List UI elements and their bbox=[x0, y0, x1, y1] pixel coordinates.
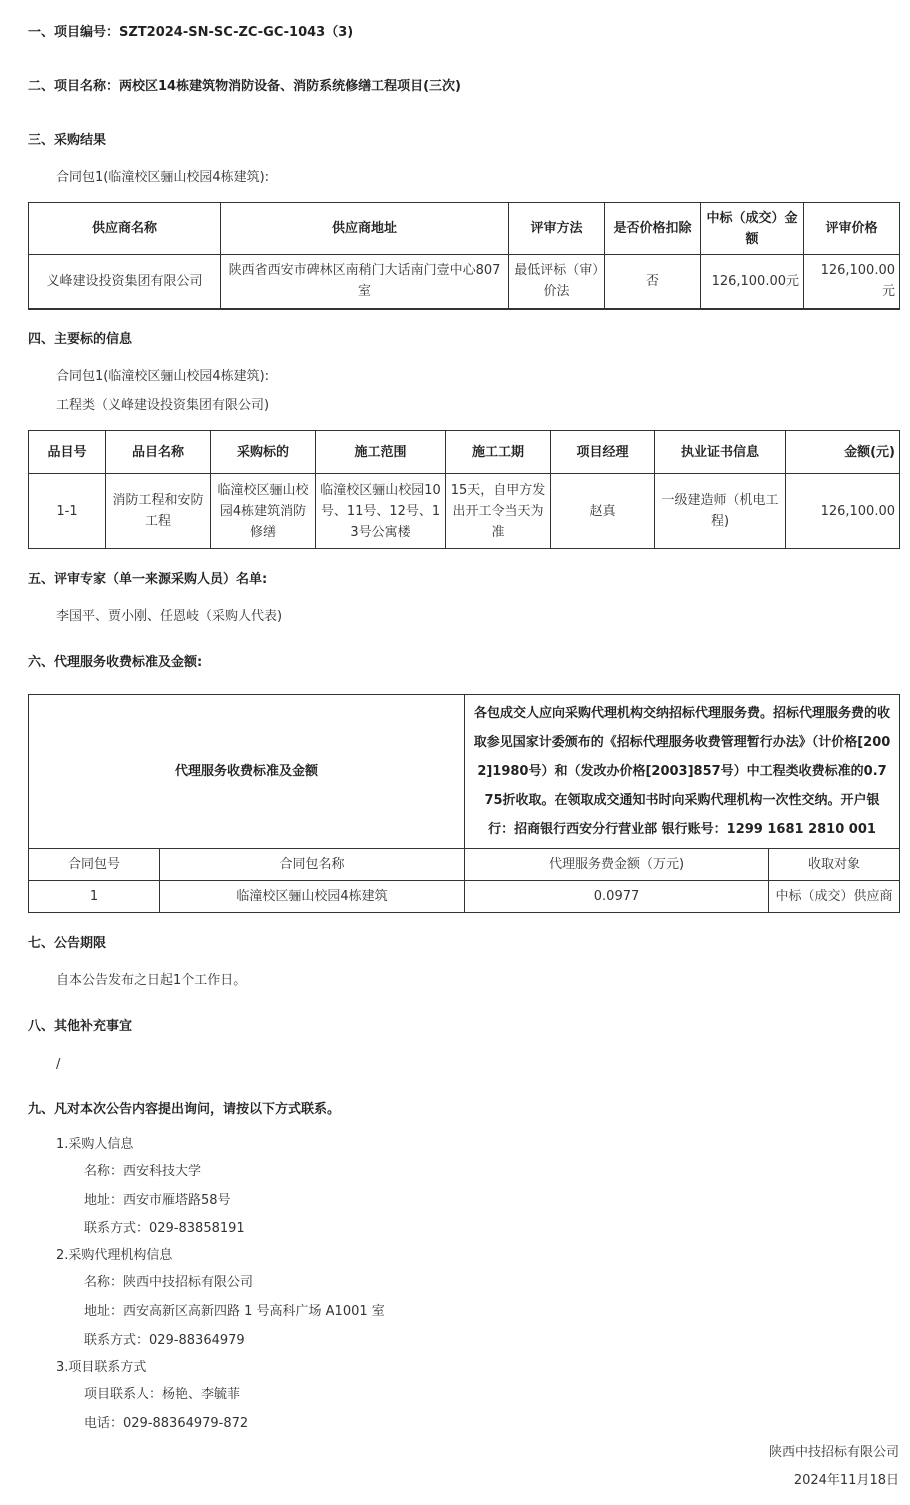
project-number: 一、项目编号：SZT2024-SN-SC-ZC-GC-1043（3) bbox=[28, 25, 354, 40]
result-table bbox=[28, 202, 900, 310]
item-number: 1-1 bbox=[29, 474, 106, 549]
fee-description: 各包成交人应向采购代理机构交纳招标代理服务费。招标代理服务费的收取参见国家计委颁布的《招标代理服务收费管理暂行办法》（计价格[2002]1980号）和（发改办价格[2003]857号）中工程类收费标准的0.775折收取。在领取成交通知书时向采购代理机构一次性交纳。开户银行：招商银行西安分行营业部 银行账号：1299 1681 2810 001 bbox=[465, 695, 900, 849]
fee-payer: 中标（成交）供应商 bbox=[769, 881, 900, 913]
section-title-fee: 六、代理服务收费标准及金额: bbox=[28, 655, 203, 670]
agency-contact: 联系方式：029-88364979 bbox=[84, 1333, 245, 1348]
table-header-row bbox=[29, 849, 900, 881]
subject-package: 合同包1(临潼校区骊山校园4栋建筑): bbox=[56, 369, 270, 384]
period-text: 自本公告发布之日起1个工作日。 bbox=[56, 973, 247, 988]
fee-amount: 0.0977 bbox=[465, 881, 769, 913]
section-title-experts: 五、评审专家（单一来源采购人员）名单: bbox=[28, 572, 268, 587]
package-name: 临潼校区骊山校园4栋建筑 bbox=[160, 881, 465, 913]
agency-name: 名称：陕西中技招标有限公司 bbox=[84, 1275, 254, 1290]
section-title-other: 八、其他补充事宜 bbox=[28, 1019, 133, 1034]
review-method: 最低评标（审）价法 bbox=[509, 255, 605, 309]
award-amount: 126,100.00元 bbox=[701, 255, 804, 309]
fee-label: 代理服务收费标准及金额 bbox=[29, 695, 465, 849]
table-header: 合同包名称 bbox=[160, 849, 465, 881]
construction-scope: 临潼校区骊山校园10号、11号、12号、13号公寓楼 bbox=[316, 474, 446, 549]
table-header: 施工范围 bbox=[316, 431, 446, 474]
agency-heading: 2.采购代理机构信息 bbox=[56, 1248, 173, 1263]
section-title-period: 七、公告期限 bbox=[28, 936, 107, 951]
table-header: 供应商地址 bbox=[221, 203, 509, 255]
purchaser-name: 名称：西安科技大学 bbox=[84, 1164, 202, 1179]
table-header: 代理服务费金额（万元) bbox=[465, 849, 769, 881]
table-row bbox=[29, 255, 900, 309]
section-title-result: 三、采购结果 bbox=[28, 133, 107, 148]
table-header: 品目名称 bbox=[106, 431, 211, 474]
table-header: 中标（成交）金额 bbox=[701, 203, 804, 255]
table-row bbox=[29, 881, 900, 913]
fee-description-row bbox=[29, 695, 900, 849]
purchaser-address: 地址：西安市雁塔路58号 bbox=[84, 1193, 231, 1208]
price-deduction: 否 bbox=[605, 255, 701, 309]
footer-org: 陕西中技招标有限公司 bbox=[768, 1445, 899, 1460]
table-header: 收取对象 bbox=[769, 849, 900, 881]
table-header: 评审价格 bbox=[804, 203, 900, 255]
table-header: 合同包号 bbox=[29, 849, 160, 881]
table-header: 是否价格扣除 bbox=[605, 203, 701, 255]
amount: 126,100.00 bbox=[786, 474, 900, 549]
project-name: 二、项目名称：两校区14栋建筑物消防设备、消防系统修缮工程项目(三次) bbox=[28, 79, 461, 94]
table-header: 施工工期 bbox=[446, 431, 551, 474]
table-header: 金额(元) bbox=[786, 431, 900, 474]
table-header: 采购标的 bbox=[211, 431, 316, 474]
package-number: 1 bbox=[29, 881, 160, 913]
section-title-subject: 四、主要标的信息 bbox=[28, 332, 133, 347]
other-text: / bbox=[56, 1057, 61, 1072]
construction-period: 15天，自甲方发出开工令当天为准 bbox=[446, 474, 551, 549]
project-contact-phone: 电话：029-88364979-872 bbox=[84, 1416, 249, 1431]
table-header: 执业证书信息 bbox=[655, 431, 786, 474]
table-header-row bbox=[29, 431, 900, 474]
expert-names: 李国平、贾小刚、任恩岐（采购人代表) bbox=[56, 609, 283, 624]
procurement-subject: 临潼校区骊山校园4栋建筑消防修缮 bbox=[211, 474, 316, 549]
result-package: 合同包1(临潼校区骊山校园4栋建筑): bbox=[56, 170, 270, 185]
item-name: 消防工程和安防工程 bbox=[106, 474, 211, 549]
footer-date: 2024年11月18日 bbox=[793, 1473, 899, 1488]
table-header: 项目经理 bbox=[551, 431, 655, 474]
agency-address: 地址：西安高新区高新四路 1 号高科广场 A1001 室 bbox=[84, 1304, 385, 1319]
project-contact-heading: 3.项目联系方式 bbox=[56, 1360, 147, 1375]
certificate-info: 一级建造师（机电工程) bbox=[655, 474, 786, 549]
table-header: 品目号 bbox=[29, 431, 106, 474]
table-row bbox=[29, 474, 900, 549]
section-title-contact: 九、凡对本次公告内容提出询问，请按以下方式联系。 bbox=[28, 1102, 341, 1117]
review-price: 126,100.00元 bbox=[804, 255, 900, 309]
table-header-row bbox=[29, 203, 900, 255]
supplier-address: 陕西省西安市碑林区南稍门大话南门壹中心807室 bbox=[221, 255, 509, 309]
project-manager: 赵真 bbox=[551, 474, 655, 549]
table-header: 供应商名称 bbox=[29, 203, 221, 255]
fee-table bbox=[28, 694, 900, 913]
purchaser-contact: 联系方式：029-83858191 bbox=[84, 1221, 245, 1236]
subject-category: 工程类（义峰建设投资集团有限公司) bbox=[56, 398, 270, 413]
table-header: 评审方法 bbox=[509, 203, 605, 255]
purchaser-heading: 1.采购人信息 bbox=[56, 1137, 134, 1152]
supplier-name: 义峰建设投资集团有限公司 bbox=[29, 255, 221, 309]
project-contact-people: 项目联系人：杨艳、李毓菲 bbox=[84, 1387, 241, 1402]
subject-table bbox=[28, 430, 900, 549]
